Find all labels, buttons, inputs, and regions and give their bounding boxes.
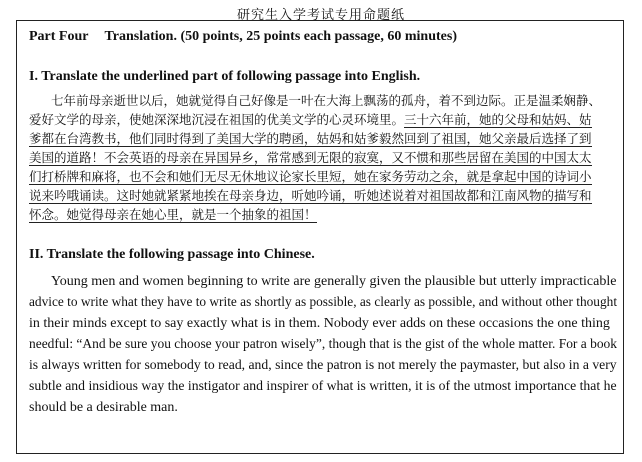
passage-line: advice to write what they have to write as shortly as possible, as clearly as possible, and without other thought	[29, 295, 618, 310]
passage-line: should be a desirable man.	[29, 400, 178, 415]
underlined-text: 三十六年前，她的父母和姑妈、姑	[404, 112, 592, 127]
question-frame	[16, 20, 624, 454]
passage-line	[29, 186, 614, 205]
part-label: Part Four	[29, 29, 89, 44]
section-2-title: II. Translate the following passage into Chinese.	[29, 247, 315, 262]
plain-text: 七年前母亲逝世以后，她就觉得自己好像是一叶在大海上飘荡的孤舟，着不到边际。正是温柔娴静、	[51, 93, 602, 108]
underlined-text: 说来吟哦诵读。这时她就紧紧地挨在母亲身边，听她吟诵，听她述说着对祖国故都和江南风物的描写和	[29, 188, 592, 203]
part-description: Translation. (50 points, 25 points each passage, 60 minutes)	[104, 29, 457, 44]
passage-line: needful: “And be sure you choose your patron wisely”, though that is the gist of the whole matter. For a book	[29, 337, 617, 352]
plain-text: 爱好文学的母亲，使她深深地沉浸在祖国的优美文学的心灵环境里。	[29, 112, 405, 127]
passage-line: in their minds except to say exactly what is in them. Nobody ever adds on these occasions the one thing	[29, 316, 610, 331]
part-title	[29, 29, 457, 45]
passage-line: subtle and insidious way the instigator and inspirer of what is written, it is of the utmost importance that he	[29, 379, 617, 394]
underlined-text: 们打桥牌和麻将，也不会和她们无尽无休地议论家长里短，她在家务劳动之余，就是拿起中国的诗词小	[29, 169, 592, 184]
passage-line	[29, 148, 614, 167]
passage-line	[29, 167, 614, 186]
english-passage	[29, 271, 617, 418]
passage-line	[29, 110, 614, 129]
underlined-text: 怀念。她觉得母亲在她心里，就是一个抽象的祖国！	[29, 207, 317, 222]
passage-line	[29, 205, 614, 224]
underlined-text: 爹都在台湾教书，他们同时得到了美国大学的聘函，姑妈和姑爹毅然回到了祖国，她父亲最后选择了到	[29, 131, 592, 146]
passage-line: Young men and women beginning to write are generally given the plausible but utterly impracticable	[51, 274, 617, 289]
passage-line	[29, 91, 614, 110]
passage-line: is always written for somebody to read, and, since the patron is not merely the paymaster, but also in a very	[29, 358, 617, 373]
chinese-passage	[29, 91, 614, 224]
underlined-text: 美国的道路！不会英语的母亲在异国异乡，常常感到无限的寂寞，又不惯和那些居留在美国的中国太太	[29, 150, 592, 165]
section-1-title: I. Translate the underlined part of following passage into English.	[29, 69, 421, 84]
exam-paper-header: 研究生入学考试专用命题纸	[236, 8, 405, 23]
passage-line	[29, 129, 614, 148]
